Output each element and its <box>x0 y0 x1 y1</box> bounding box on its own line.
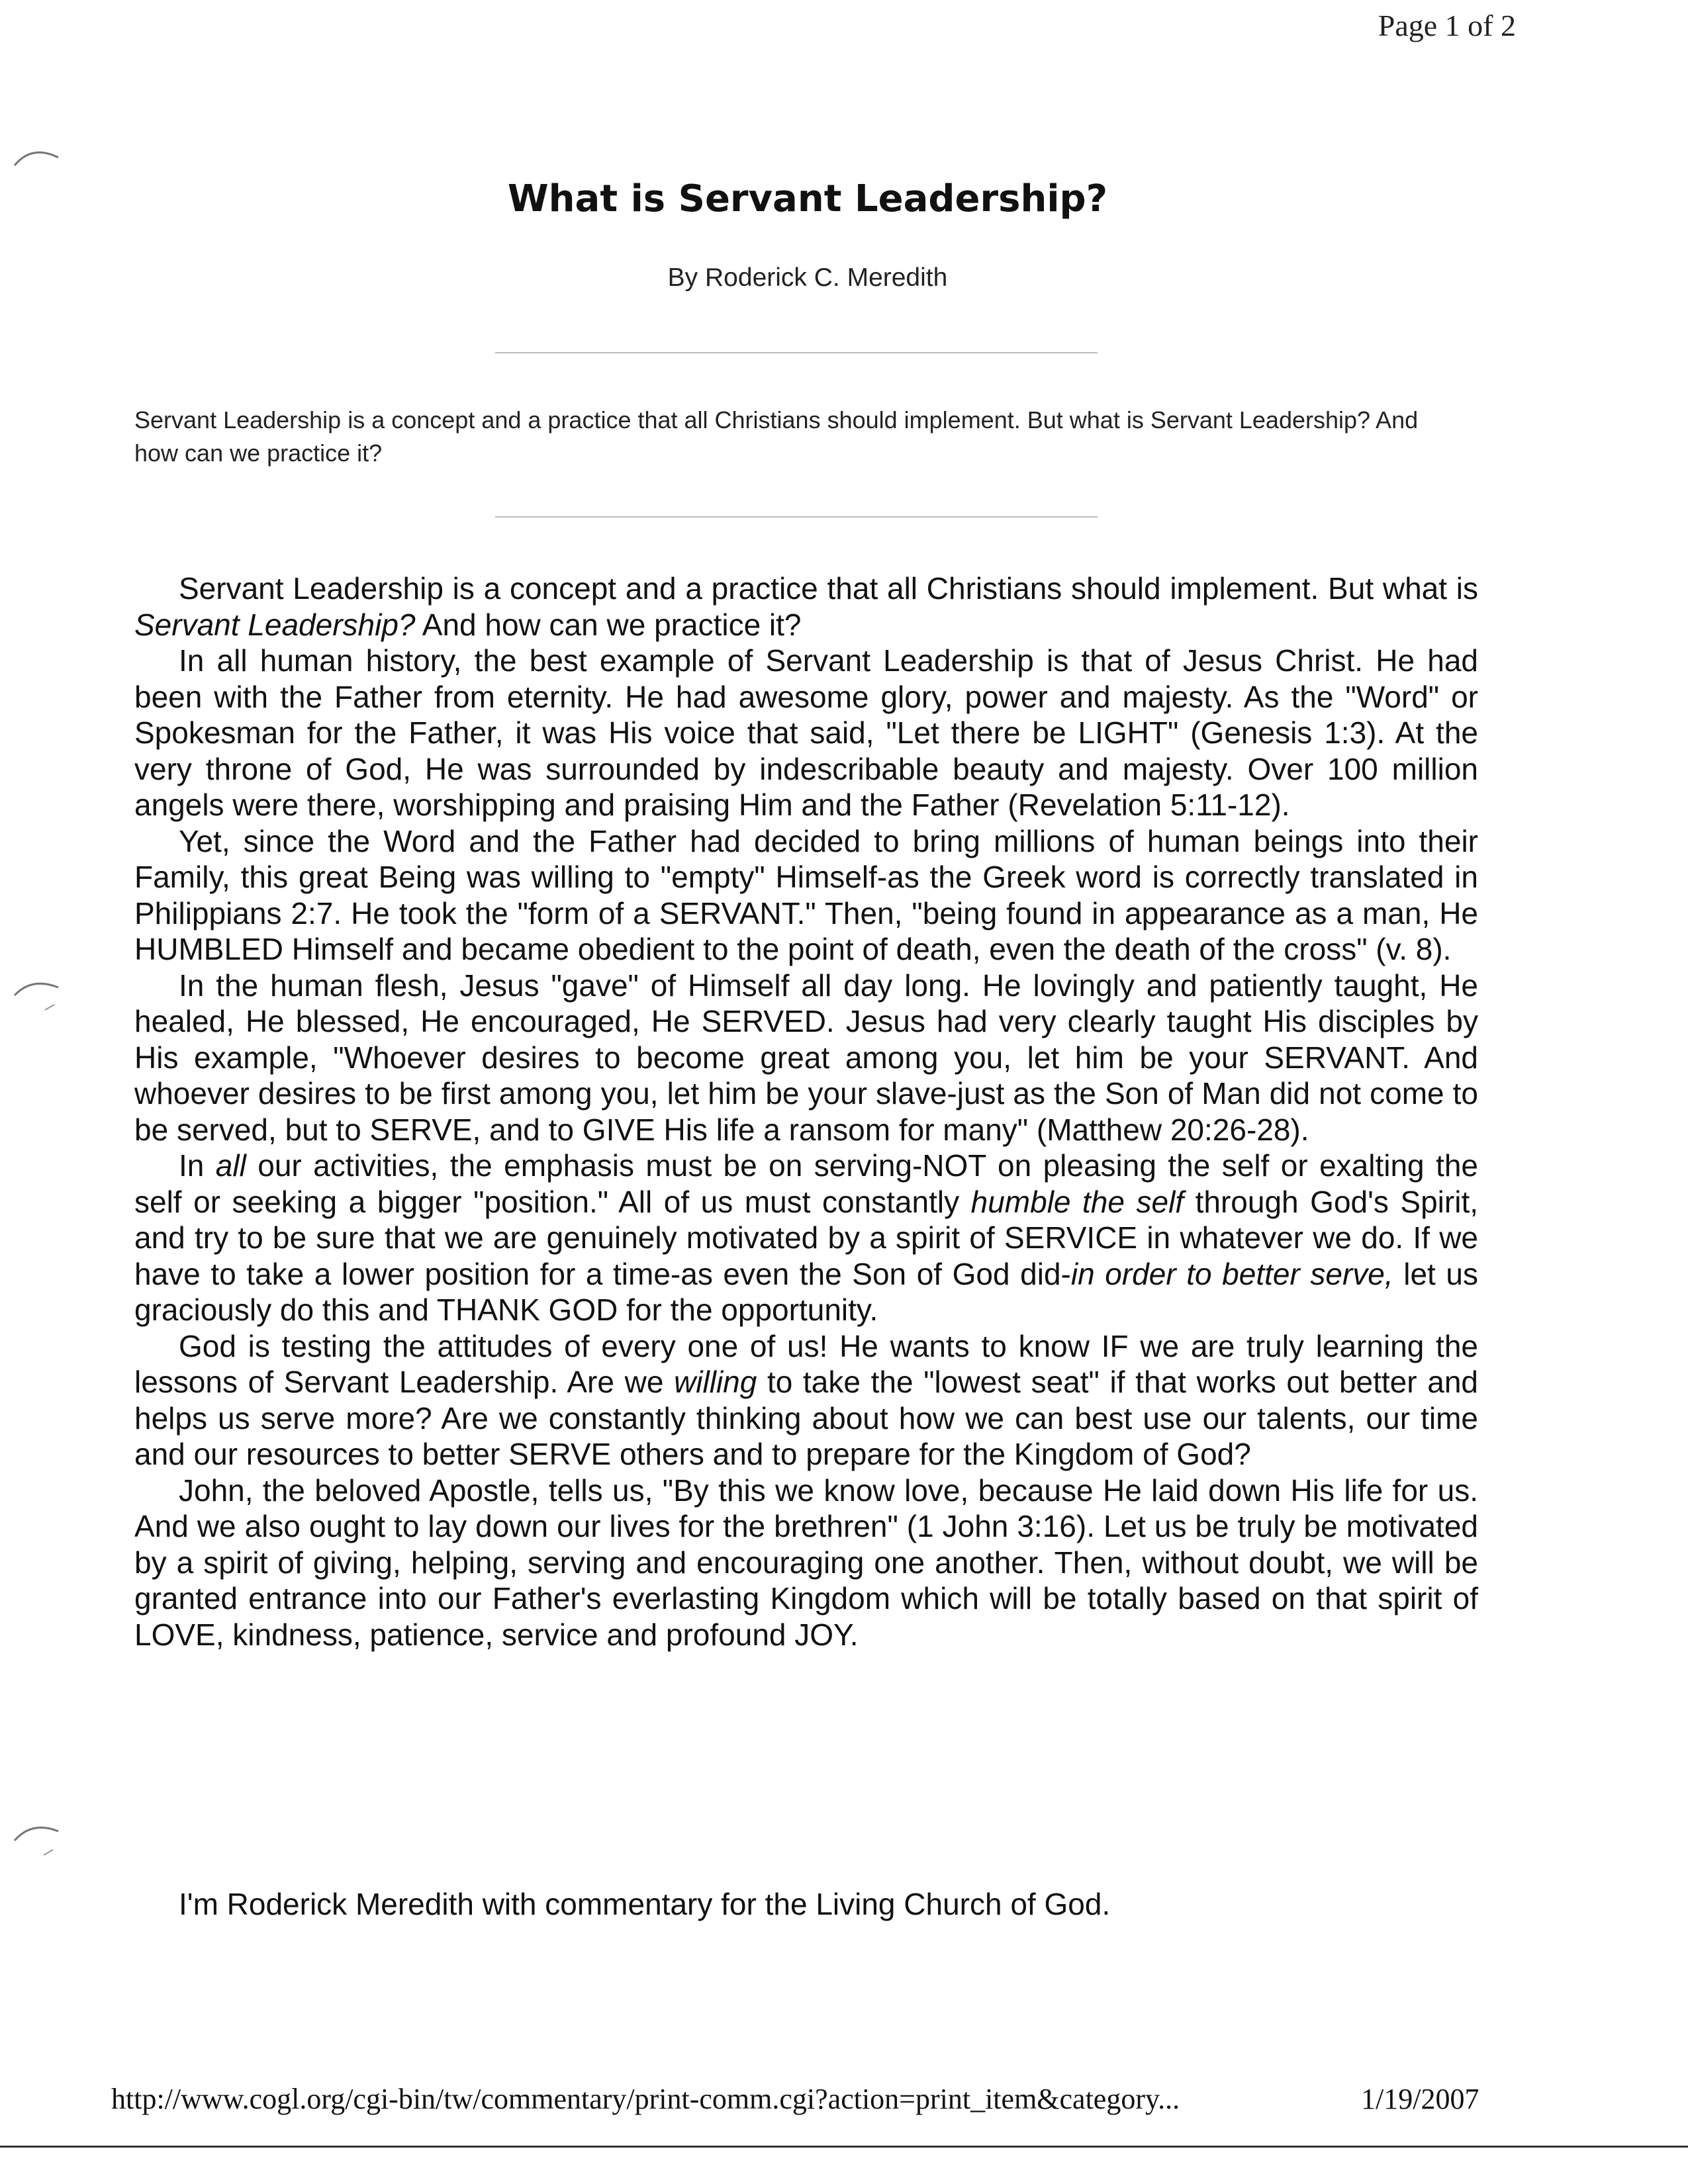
body-paragraph <box>134 823 1478 968</box>
footer-url-link[interactable]: http://www.cogl.org/cgi-bin/tw/commentary/print-comm.cgi?action=print_item&category... <box>111 2083 1180 2115</box>
page-number: Page 1 of 2 <box>1378 9 1516 42</box>
article-body <box>134 570 1478 1653</box>
emphasis-text: humble the self <box>970 1184 1184 1219</box>
paragraph-text: through God's Spirit, and try to be sure that we are genuinely motivated by a spirit of SERVICE in whatever we do. If we have to take a lower position for a time-as even the Son of God did- <box>134 1184 1479 1291</box>
body-paragraph <box>134 643 1478 823</box>
article-author: By Roderick C. Meredith <box>667 263 948 292</box>
paragraph-text: In the human flesh, Jesus "gave" of Himself all day long. He lovingly and patiently taught, He healed, He blessed, He encouraged, He SERVED. Jesus had very clearly taught His disciples by His example, "Whoever desires to become great among you, let him be your SERVANT. And whoever desires to be first among you, let him be your slave-just as the Son of Man did not come to be served, but to SERVE, and to GIVE His life a ransom for many" (Matthew 20:26-28). <box>134 968 1478 1147</box>
punch-hole-mark <box>12 973 61 1013</box>
body-paragraph <box>134 1148 1478 1328</box>
divider <box>495 516 1098 518</box>
emphasis-text: in order to better serve, <box>1070 1256 1393 1291</box>
body-paragraph <box>134 968 1478 1148</box>
closing-line: I'm Roderick Meredith with commentary for the Living Church of God. <box>179 1887 1111 1921</box>
divider <box>495 352 1098 353</box>
paragraph-text: God is testing the attitudes of every one of us! He wants to know IF we are truly learning the lessons of Servant Leadership. Are we <box>134 1328 1478 1399</box>
paragraph-text: And how can we practice it? <box>415 607 802 642</box>
paragraph-text: John, the beloved Apostle, tells us, "By this we know love, because He laid down His life for us. And we also ought to lay down our lives for the brethren" (1 John 3:16). Let us be truly be motivated by a spirit of giving, helping, serving and encouraging one another. Then, without doubt, we will be granted entrance into our Father's everlasting Kingdom which will be totally based on that spirit of LOVE, kindness, patience, service and profound JOY. <box>134 1473 1478 1652</box>
body-paragraph <box>134 1328 1478 1473</box>
paragraph-text: let us graciously do this and THANK GOD for the opportunity. <box>134 1256 1478 1327</box>
body-paragraph <box>134 1473 1478 1653</box>
footer-rule <box>0 2146 1688 2148</box>
paragraph-text: Servant Leadership is a concept and a practice that all Christians should implement. But what is <box>179 571 1478 606</box>
paragraph-text: In <box>179 1148 216 1183</box>
paragraph-text: to take the "lowest seat" if that works out better and helps us serve more? Are we constantly thinking about how we can best use our talents, our time and our resources to better SERVE others and to prepare for the Kingdom of God? <box>134 1365 1478 1471</box>
article-summary: Servant Leadership is a concept and a practice that all Christians should implement. But what is Servant Leadership? And how can we practice it? <box>134 406 1419 467</box>
paragraph-text: Yet, since the Word and the Father had decided to bring millions of human beings into their Family, this great Being was willing to "empty" Himself-as the Greek word is correctly translated in Philippians 2:7. He took the "form of a SERVANT." Then, "being found in appearance as a man, He HUMBLED Himself and became obedient to the point of death, even the death of the cross" (v. 8). <box>134 823 1478 966</box>
paragraph-text: In all human history, the best example of Servant Leadership is that of Jesus Christ. He had been with the Father from eternity. He had awesome glory, power and majesty. As the "Word" or Spokesman for the Father, it was His voice that said, "Let there be LIGHT" (Genesis 1:3). At the very throne of God, He was surrounded by indescribable beauty and majesty. Over 100 million angels were there, worshipping and praising Him and the Father (Revelation 5:11-12). <box>134 643 1478 822</box>
punch-hole-mark <box>12 139 61 179</box>
footer-date: 1/19/2007 <box>1361 2083 1479 2115</box>
emphasis-text: willing <box>674 1365 757 1399</box>
paragraph-text: our activities, the emphasis must be on serving-NOT on pleasing the self or exalting the self or seeking a bigger "position." All of us must constantly <box>134 1148 1478 1219</box>
article-title: What is Servant Leadership? <box>507 177 1108 220</box>
emphasis-text: Servant Leadership? <box>134 607 416 642</box>
emphasis-text: all <box>215 1148 246 1183</box>
body-paragraph <box>134 570 1478 643</box>
punch-hole-mark <box>12 1817 61 1856</box>
